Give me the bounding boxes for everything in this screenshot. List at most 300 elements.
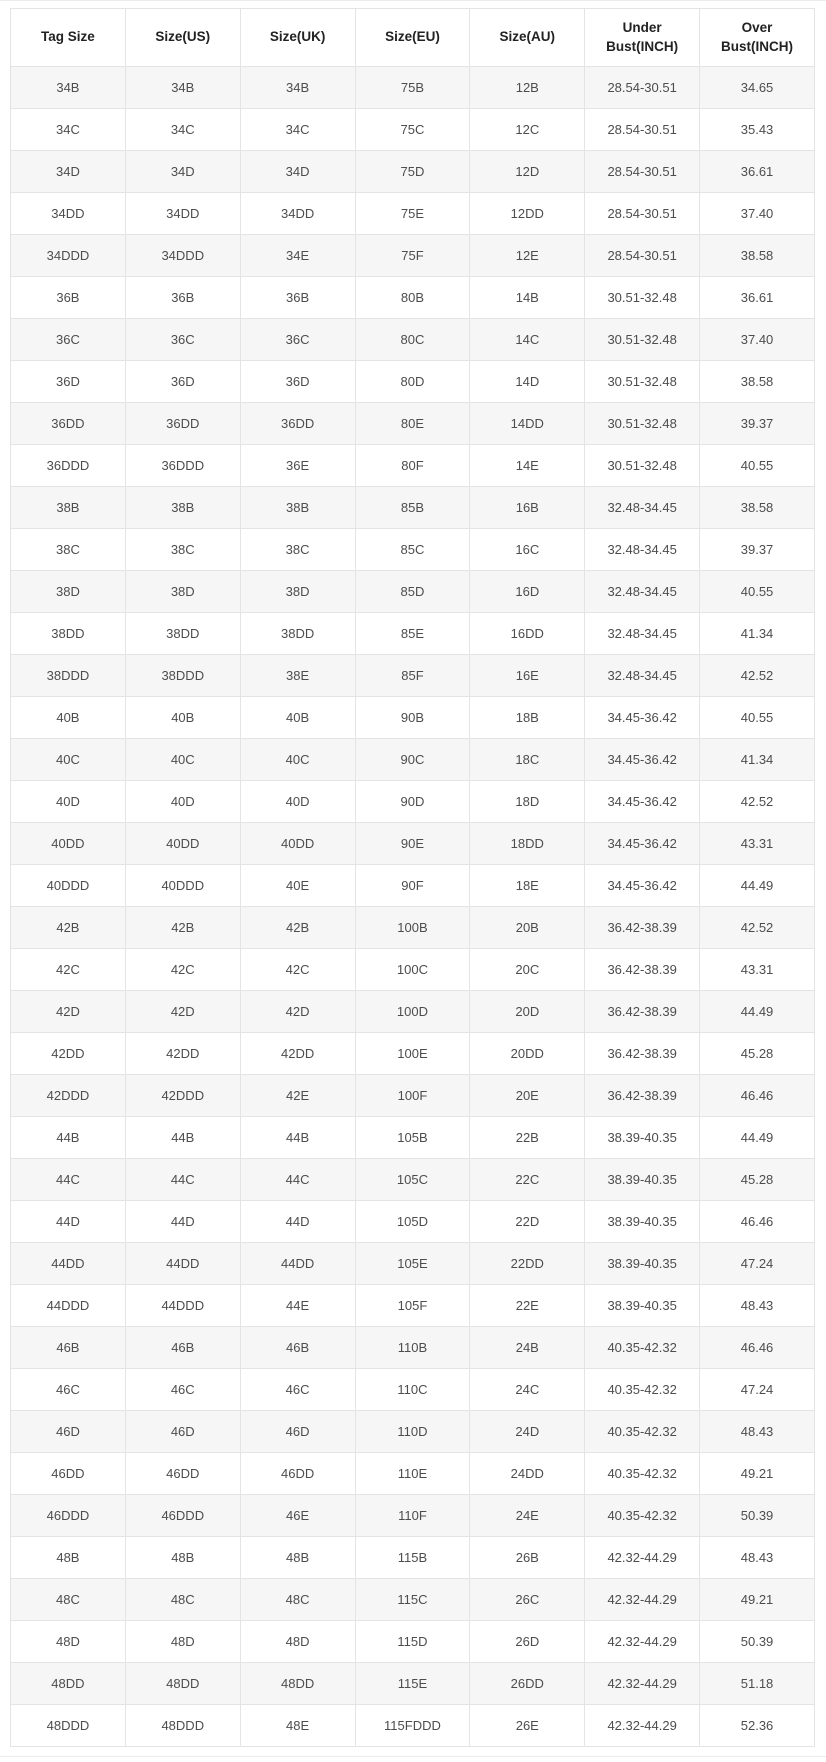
table-cell: 38DDD <box>11 655 126 697</box>
table-cell: 38DD <box>240 613 355 655</box>
table-cell: 40.35-42.32 <box>585 1327 700 1369</box>
table-cell: 14C <box>470 319 585 361</box>
table-cell: 90B <box>355 697 470 739</box>
table-cell: 32.48-34.45 <box>585 613 700 655</box>
table-cell: 46D <box>125 1411 240 1453</box>
table-cell: 24C <box>470 1369 585 1411</box>
table-cell: 20B <box>470 907 585 949</box>
table-cell: 100D <box>355 991 470 1033</box>
table-cell: 20D <box>470 991 585 1033</box>
table-row <box>11 1075 815 1117</box>
table-header <box>11 9 815 67</box>
table-cell: 46B <box>240 1327 355 1369</box>
table-cell: 80E <box>355 403 470 445</box>
table-cell: 38B <box>240 487 355 529</box>
table-row <box>11 1243 815 1285</box>
table-cell: 85C <box>355 529 470 571</box>
table-cell: 38.39-40.35 <box>585 1117 700 1159</box>
table-cell: 85F <box>355 655 470 697</box>
table-cell: 34DDD <box>125 235 240 277</box>
table-cell: 48C <box>11 1579 126 1621</box>
table-cell: 16C <box>470 529 585 571</box>
table-cell: 110C <box>355 1369 470 1411</box>
table-cell: 44C <box>240 1159 355 1201</box>
table-row <box>11 1201 815 1243</box>
table-cell: 42DDD <box>11 1075 126 1117</box>
table-cell: 105C <box>355 1159 470 1201</box>
table-cell: 38D <box>125 571 240 613</box>
table-cell: 48C <box>240 1579 355 1621</box>
table-cell: 44DDD <box>11 1285 126 1327</box>
table-cell: 22C <box>470 1159 585 1201</box>
table-row <box>11 151 815 193</box>
table-cell: 24DD <box>470 1453 585 1495</box>
table-cell: 12B <box>470 67 585 109</box>
table-cell: 45.28 <box>700 1159 815 1201</box>
table-cell: 38C <box>125 529 240 571</box>
table-cell: 36.42-38.39 <box>585 991 700 1033</box>
table-cell: 40DDD <box>11 865 126 907</box>
table-cell: 80D <box>355 361 470 403</box>
table-row <box>11 1327 815 1369</box>
table-row <box>11 571 815 613</box>
table-cell: 34.45-36.42 <box>585 865 700 907</box>
table-cell: 100B <box>355 907 470 949</box>
table-cell: 100F <box>355 1075 470 1117</box>
table-cell: 48.43 <box>700 1537 815 1579</box>
table-row <box>11 823 815 865</box>
header-cell: Over Bust(INCH) <box>700 9 815 67</box>
table-row <box>11 865 815 907</box>
table-cell: 90D <box>355 781 470 823</box>
table-cell: 90C <box>355 739 470 781</box>
table-cell: 16DD <box>470 613 585 655</box>
table-row <box>11 1579 815 1621</box>
table-cell: 44D <box>240 1201 355 1243</box>
table-cell: 43.31 <box>700 949 815 991</box>
table-row <box>11 1033 815 1075</box>
table-cell: 43.31 <box>700 823 815 865</box>
table-cell: 42DDD <box>125 1075 240 1117</box>
table-cell: 46DD <box>125 1453 240 1495</box>
table-cell: 40.55 <box>700 697 815 739</box>
table-row <box>11 1621 815 1663</box>
table-cell: 115D <box>355 1621 470 1663</box>
table-cell: 44DD <box>11 1243 126 1285</box>
table-row <box>11 1159 815 1201</box>
table-cell: 42.32-44.29 <box>585 1537 700 1579</box>
table-cell: 36D <box>125 361 240 403</box>
table-cell: 34.45-36.42 <box>585 823 700 865</box>
table-cell: 22B <box>470 1117 585 1159</box>
table-cell: 42D <box>11 991 126 1033</box>
table-cell: 24B <box>470 1327 585 1369</box>
table-cell: 26E <box>470 1705 585 1747</box>
table-row <box>11 1369 815 1411</box>
table-cell: 34D <box>240 151 355 193</box>
table-cell: 42D <box>125 991 240 1033</box>
table-cell: 38DD <box>11 613 126 655</box>
table-cell: 44B <box>240 1117 355 1159</box>
table-row <box>11 487 815 529</box>
table-cell: 40DD <box>11 823 126 865</box>
table-cell: 38B <box>11 487 126 529</box>
table-cell: 42.32-44.29 <box>585 1705 700 1747</box>
table-cell: 110E <box>355 1453 470 1495</box>
table-cell: 30.51-32.48 <box>585 361 700 403</box>
table-cell: 22DD <box>470 1243 585 1285</box>
table-cell: 42.52 <box>700 781 815 823</box>
table-row <box>11 1453 815 1495</box>
table-cell: 75B <box>355 67 470 109</box>
table-cell: 34D <box>11 151 126 193</box>
table-cell: 20DD <box>470 1033 585 1075</box>
table-cell: 34DD <box>11 193 126 235</box>
table-cell: 26C <box>470 1579 585 1621</box>
table-cell: 34DD <box>125 193 240 235</box>
table-cell: 42.32-44.29 <box>585 1621 700 1663</box>
table-cell: 50.39 <box>700 1495 815 1537</box>
table-cell: 110D <box>355 1411 470 1453</box>
table-cell: 36D <box>240 361 355 403</box>
table-cell: 16B <box>470 487 585 529</box>
table-row <box>11 1495 815 1537</box>
table-cell: 48DDD <box>125 1705 240 1747</box>
table-cell: 14E <box>470 445 585 487</box>
table-row <box>11 529 815 571</box>
table-cell: 75E <box>355 193 470 235</box>
table-cell: 48DD <box>240 1663 355 1705</box>
table-cell: 32.48-34.45 <box>585 571 700 613</box>
table-cell: 46C <box>240 1369 355 1411</box>
table-cell: 42C <box>240 949 355 991</box>
table-cell: 40B <box>240 697 355 739</box>
header-cell: Under Bust(INCH) <box>585 9 700 67</box>
table-cell: 34B <box>125 67 240 109</box>
table-cell: 36DD <box>125 403 240 445</box>
table-cell: 38.39-40.35 <box>585 1285 700 1327</box>
table-cell: 16E <box>470 655 585 697</box>
table-cell: 36D <box>11 361 126 403</box>
table-cell: 36.61 <box>700 277 815 319</box>
table-cell: 30.51-32.48 <box>585 319 700 361</box>
table-cell: 28.54-30.51 <box>585 193 700 235</box>
table-cell: 38.39-40.35 <box>585 1201 700 1243</box>
table-row <box>11 445 815 487</box>
table-cell: 105E <box>355 1243 470 1285</box>
header-cell: Size(US) <box>125 9 240 67</box>
table-cell: 30.51-32.48 <box>585 277 700 319</box>
table-cell: 32.48-34.45 <box>585 487 700 529</box>
table-cell: 36DD <box>11 403 126 445</box>
table-cell: 38B <box>125 487 240 529</box>
table-cell: 40D <box>11 781 126 823</box>
table-cell: 26B <box>470 1537 585 1579</box>
table-cell: 48DD <box>11 1663 126 1705</box>
table-cell: 36.61 <box>700 151 815 193</box>
table-cell: 14DD <box>470 403 585 445</box>
table-cell: 32.48-34.45 <box>585 529 700 571</box>
table-cell: 48D <box>11 1621 126 1663</box>
table-cell: 115E <box>355 1663 470 1705</box>
table-cell: 42DD <box>11 1033 126 1075</box>
table-cell: 42.32-44.29 <box>585 1663 700 1705</box>
table-cell: 41.34 <box>700 739 815 781</box>
table-row <box>11 319 815 361</box>
table-cell: 47.24 <box>700 1369 815 1411</box>
table-cell: 12D <box>470 151 585 193</box>
table-cell: 36.42-38.39 <box>585 1033 700 1075</box>
table-cell: 26DD <box>470 1663 585 1705</box>
table-cell: 16D <box>470 571 585 613</box>
table-cell: 38.58 <box>700 487 815 529</box>
table-cell: 36B <box>11 277 126 319</box>
table-cell: 48E <box>240 1705 355 1747</box>
table-cell: 40D <box>125 781 240 823</box>
table-cell: 28.54-30.51 <box>585 109 700 151</box>
table-cell: 46C <box>125 1369 240 1411</box>
table-cell: 36.42-38.39 <box>585 1075 700 1117</box>
table-cell: 52.36 <box>700 1705 815 1747</box>
table-cell: 115C <box>355 1579 470 1621</box>
table-row <box>11 235 815 277</box>
table-cell: 34.45-36.42 <box>585 739 700 781</box>
table-cell: 34C <box>11 109 126 151</box>
table-row <box>11 109 815 151</box>
table-cell: 30.51-32.48 <box>585 445 700 487</box>
table-cell: 40.35-42.32 <box>585 1495 700 1537</box>
table-cell: 34B <box>240 67 355 109</box>
table-cell: 34.65 <box>700 67 815 109</box>
table-cell: 40B <box>11 697 126 739</box>
table-cell: 42B <box>125 907 240 949</box>
table-cell: 42DD <box>240 1033 355 1075</box>
table-cell: 34.45-36.42 <box>585 781 700 823</box>
table-cell: 14B <box>470 277 585 319</box>
table-cell: 105B <box>355 1117 470 1159</box>
table-cell: 41.34 <box>700 613 815 655</box>
table-cell: 20C <box>470 949 585 991</box>
table-cell: 44.49 <box>700 991 815 1033</box>
table-cell: 80F <box>355 445 470 487</box>
table-cell: 38.39-40.35 <box>585 1159 700 1201</box>
table-row <box>11 991 815 1033</box>
table-cell: 36DD <box>240 403 355 445</box>
table-cell: 34DDD <box>11 235 126 277</box>
table-cell: 44DD <box>240 1243 355 1285</box>
table-cell: 48D <box>240 1621 355 1663</box>
table-cell: 48D <box>125 1621 240 1663</box>
table-cell: 42B <box>240 907 355 949</box>
table-cell: 35.43 <box>700 109 815 151</box>
table-cell: 38DD <box>125 613 240 655</box>
table-cell: 85B <box>355 487 470 529</box>
table-cell: 28.54-30.51 <box>585 67 700 109</box>
table-cell: 39.37 <box>700 403 815 445</box>
table-row <box>11 1663 815 1705</box>
table-cell: 34.45-36.42 <box>585 697 700 739</box>
table-cell: 40DD <box>240 823 355 865</box>
table-cell: 38C <box>240 529 355 571</box>
table-cell: 36C <box>125 319 240 361</box>
table-cell: 100C <box>355 949 470 991</box>
table-cell: 44.49 <box>700 1117 815 1159</box>
table-cell: 46.46 <box>700 1075 815 1117</box>
table-cell: 51.18 <box>700 1663 815 1705</box>
table-row <box>11 1537 815 1579</box>
table-cell: 36DDD <box>125 445 240 487</box>
table-row <box>11 1117 815 1159</box>
bottom-divider <box>0 1756 826 1757</box>
table-cell: 40D <box>240 781 355 823</box>
table-cell: 42B <box>11 907 126 949</box>
header-cell: Size(UK) <box>240 9 355 67</box>
table-row <box>11 193 815 235</box>
header-cell: Size(AU) <box>470 9 585 67</box>
table-cell: 42.52 <box>700 655 815 697</box>
table-cell: 46DD <box>11 1453 126 1495</box>
table-cell: 44DD <box>125 1243 240 1285</box>
table-row <box>11 1705 815 1747</box>
table-cell: 46.46 <box>700 1327 815 1369</box>
table-cell: 12DD <box>470 193 585 235</box>
table-cell: 40E <box>240 865 355 907</box>
table-cell: 34C <box>240 109 355 151</box>
table-cell: 44E <box>240 1285 355 1327</box>
table-cell: 34D <box>125 151 240 193</box>
table-cell: 26D <box>470 1621 585 1663</box>
table-cell: 44C <box>125 1159 240 1201</box>
table-cell: 40C <box>11 739 126 781</box>
table-cell: 46B <box>11 1327 126 1369</box>
table-cell: 48.43 <box>700 1285 815 1327</box>
table-cell: 22D <box>470 1201 585 1243</box>
table-cell: 48DD <box>125 1663 240 1705</box>
table-cell: 34E <box>240 235 355 277</box>
table-cell: 34C <box>125 109 240 151</box>
table-cell: 46.46 <box>700 1201 815 1243</box>
table-cell: 12C <box>470 109 585 151</box>
table-cell: 40.55 <box>700 445 815 487</box>
table-cell: 36B <box>240 277 355 319</box>
table-cell: 38.58 <box>700 361 815 403</box>
table-cell: 105D <box>355 1201 470 1243</box>
table-cell: 42E <box>240 1075 355 1117</box>
table-row <box>11 1285 815 1327</box>
table-cell: 115FDDD <box>355 1705 470 1747</box>
top-divider <box>0 0 826 1</box>
table-cell: 48C <box>125 1579 240 1621</box>
table-cell: 42DD <box>125 1033 240 1075</box>
table-cell: 40.35-42.32 <box>585 1369 700 1411</box>
table-cell: 75D <box>355 151 470 193</box>
table-cell: 48DDD <box>11 1705 126 1747</box>
table-cell: 42D <box>240 991 355 1033</box>
table-cell: 85D <box>355 571 470 613</box>
table-cell: 28.54-30.51 <box>585 235 700 277</box>
table-cell: 75F <box>355 235 470 277</box>
table-cell: 105F <box>355 1285 470 1327</box>
table-cell: 100E <box>355 1033 470 1075</box>
table-cell: 18E <box>470 865 585 907</box>
header-cell: Tag Size <box>11 9 126 67</box>
table-row <box>11 697 815 739</box>
table-cell: 80B <box>355 277 470 319</box>
table-cell: 34DD <box>240 193 355 235</box>
table-row <box>11 655 815 697</box>
table-cell: 40DD <box>125 823 240 865</box>
table-cell: 49.21 <box>700 1579 815 1621</box>
table-cell: 48B <box>125 1537 240 1579</box>
table-cell: 36B <box>125 277 240 319</box>
table-cell: 44D <box>125 1201 240 1243</box>
table-cell: 40.35-42.32 <box>585 1453 700 1495</box>
table-cell: 39.37 <box>700 529 815 571</box>
table-cell: 28.54-30.51 <box>585 151 700 193</box>
table-cell: 36.42-38.39 <box>585 949 700 991</box>
table-cell: 44D <box>11 1201 126 1243</box>
table-cell: 42C <box>125 949 240 991</box>
table-cell: 48.43 <box>700 1411 815 1453</box>
table-cell: 18C <box>470 739 585 781</box>
table-cell: 44B <box>11 1117 126 1159</box>
table-cell: 85E <box>355 613 470 655</box>
table-cell: 36E <box>240 445 355 487</box>
table-cell: 44.49 <box>700 865 815 907</box>
table-cell: 37.40 <box>700 193 815 235</box>
table-cell: 14D <box>470 361 585 403</box>
table-row <box>11 277 815 319</box>
table-row <box>11 739 815 781</box>
table-cell: 24E <box>470 1495 585 1537</box>
table-cell: 20E <box>470 1075 585 1117</box>
table-cell: 40DDD <box>125 865 240 907</box>
table-row <box>11 1411 815 1453</box>
table-cell: 40.55 <box>700 571 815 613</box>
table-cell: 47.24 <box>700 1243 815 1285</box>
table-cell: 48B <box>11 1537 126 1579</box>
header-row <box>11 9 815 67</box>
table-cell: 40B <box>125 697 240 739</box>
table-cell: 34B <box>11 67 126 109</box>
table-row <box>11 403 815 445</box>
table-cell: 22E <box>470 1285 585 1327</box>
table-cell: 12E <box>470 235 585 277</box>
table-cell: 24D <box>470 1411 585 1453</box>
table-cell: 46E <box>240 1495 355 1537</box>
table-cell: 37.40 <box>700 319 815 361</box>
table-cell: 44C <box>11 1159 126 1201</box>
table-cell: 36DDD <box>11 445 126 487</box>
table-cell: 46D <box>240 1411 355 1453</box>
table-cell: 90E <box>355 823 470 865</box>
size-chart-table <box>10 8 815 1747</box>
table-cell: 42C <box>11 949 126 991</box>
table-cell: 38E <box>240 655 355 697</box>
table-cell: 110B <box>355 1327 470 1369</box>
table-cell: 75C <box>355 109 470 151</box>
table-cell: 18D <box>470 781 585 823</box>
table-row <box>11 949 815 991</box>
table-cell: 38D <box>11 571 126 613</box>
table-cell: 46B <box>125 1327 240 1369</box>
table-cell: 38DDD <box>125 655 240 697</box>
table-cell: 45.28 <box>700 1033 815 1075</box>
table-cell: 90F <box>355 865 470 907</box>
table-row <box>11 613 815 655</box>
table-cell: 46D <box>11 1411 126 1453</box>
table-cell: 46DD <box>240 1453 355 1495</box>
